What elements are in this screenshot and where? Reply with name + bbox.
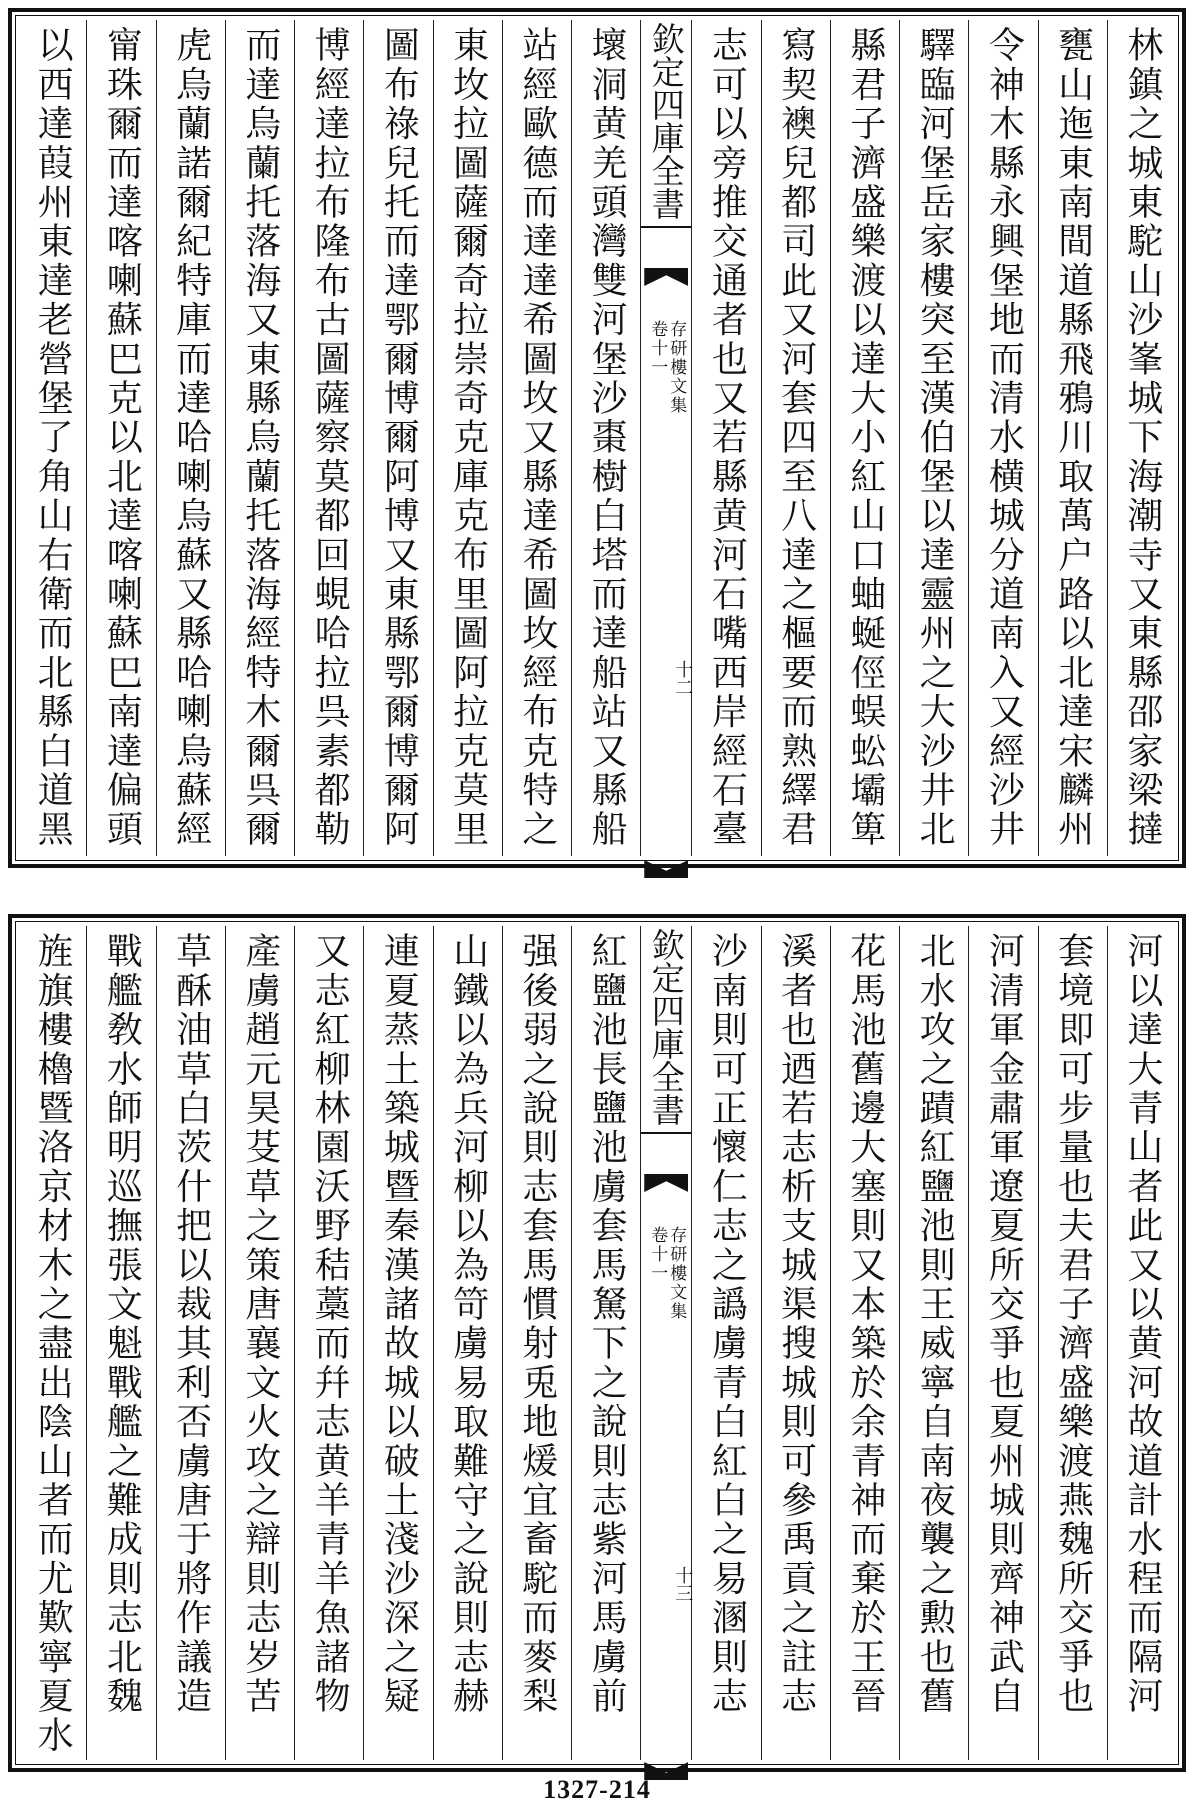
collection-title: 欽定四庫全書 xyxy=(641,928,691,1134)
book-info xyxy=(641,320,691,415)
juan-number: 卷十一 xyxy=(647,1226,668,1283)
text-column: 强後弱之說則志套馬慣射兎地煖宜畜駝而麥梨 xyxy=(502,926,571,1760)
text-column: 山鐵以為兵河柳以為笴虜易取難守之說則志赫 xyxy=(433,926,502,1760)
text-column: 驛臨河堡岳家樓突至漢伯堡以達靈州之大沙井北 xyxy=(899,20,968,856)
text-column: 而達烏蘭托落海又東縣烏蘭托落海經特木爾呉爾 xyxy=(225,20,294,856)
text-column: 河清軍金肅軍遼夏所交爭也夏州城則齊神武自 xyxy=(968,926,1037,1760)
page-panel-top xyxy=(8,8,1186,868)
juan-number: 卷十一 xyxy=(647,320,668,377)
text-column: 又志紅柳林園沃野秸藁而幷志黄羊青羊魚諸物 xyxy=(294,926,363,1760)
text-column: 博經達拉布隆布古圖薩察莫都回蜆哈拉呉素都勒 xyxy=(294,20,363,856)
page-number: 十三 xyxy=(672,1566,694,1602)
page-number: 十二 xyxy=(672,660,694,696)
text-column: 沙南則可正懷仁志之譌虜青白紅白之易溷則志 xyxy=(691,926,760,1760)
text-column: 站經歐德而達達希圖坆又縣達希圖坆經布克特之 xyxy=(502,20,571,856)
text-column: 套境即可步量也夫君子濟盛樂渡燕魏所交爭也 xyxy=(1038,926,1107,1760)
text-column: 圖布祿兒托而達鄂爾博爾阿博又東縣鄂爾博爾阿 xyxy=(363,20,432,856)
text-column: 令神木縣永興堡地而清水横城分道南入又經沙井 xyxy=(968,20,1037,856)
page-identifier: 1327-214 xyxy=(543,1775,651,1804)
fish-tail-mark-icon xyxy=(644,1174,688,1192)
center-margin-top xyxy=(640,20,694,856)
text-column: 花馬池舊邊大塞則又本築於余青神而棄於王晉 xyxy=(830,926,899,1760)
text-column: 草酥油草白茨什把以裁其利否虜唐于將作議造 xyxy=(156,926,225,1760)
text-column: 縣君子濟盛樂渡以達大小紅山口蚰蜒俓蜈蚣壩箄 xyxy=(830,20,899,856)
text-column: 壞洞黄羌頭灣雙河堡沙棗樹白塔而達船站又縣船 xyxy=(571,20,640,856)
text-column: 虎烏蘭諾爾紀特庫而達哈喇烏蘇又縣哈喇烏蘇經 xyxy=(156,20,225,856)
text-column: 連夏蒸土築城暨秦漢諸故城以破土淺沙深之疑 xyxy=(363,926,432,1760)
text-column: 北水攻之蹟紅鹽池則王威寧自南夜襲之勲也舊 xyxy=(899,926,968,1760)
text-column: 志可以旁推交通者也又若縣黄河石嘴西岸經石臺 xyxy=(691,20,760,856)
text-column: 甕山迤東南間道縣飛鴉川取萬户路以北達宋麟州 xyxy=(1038,20,1107,856)
text-column: 寫契襖兒都司此又河套四至八達之樞要而熟繹君 xyxy=(761,20,830,856)
book-title: 存研樓文集 xyxy=(666,320,687,415)
text-column: 河以達大青山者此又以黄河故道計水程而隔河 xyxy=(1107,926,1176,1760)
page-panel-bottom xyxy=(8,914,1186,1772)
text-column: 旌旗樓櫓暨洛京材木之盡出陰山者而尤歎寧夏水 xyxy=(32,932,74,1756)
book-info xyxy=(641,1226,691,1321)
collection-title: 欽定四庫全書 xyxy=(641,22,691,228)
text-columns-top xyxy=(18,20,1176,856)
text-column: 以西達葭州東達老營堡了角山右衛而北縣白道黑 xyxy=(32,26,74,850)
text-column: 紅鹽池長鹽池虜套馬駑下之說則志紫河馬虜前 xyxy=(571,926,640,1760)
text-column: 產虜趙元昊芟草之策唐襄文火攻之辯則志岁苦 xyxy=(225,926,294,1760)
text-column: 東坆拉圖薩爾奇拉崇奇克庫克布里圖阿拉克莫里 xyxy=(433,20,502,856)
book-title: 存研樓文集 xyxy=(666,1226,687,1321)
fish-tail-mark-icon xyxy=(644,860,688,878)
center-margin-bottom xyxy=(640,926,694,1760)
text-column: 戰艦敎水師明巡撫張文魁戰艦之難成則志北魏 xyxy=(86,926,155,1760)
fish-tail-mark-icon xyxy=(644,268,688,286)
text-column: 溪者也迺若志析支城渠搜城則可參禹貢之註志 xyxy=(761,926,830,1760)
text-columns-bottom xyxy=(18,926,1176,1760)
text-column: 林鎮之城東駝山沙峯城下海潮寺又東縣邵家梁撻 xyxy=(1107,20,1176,856)
text-column: 甯珠爾而達喀喇蘇巴克以北達喀喇蘇巴南達偏頭 xyxy=(86,20,155,856)
